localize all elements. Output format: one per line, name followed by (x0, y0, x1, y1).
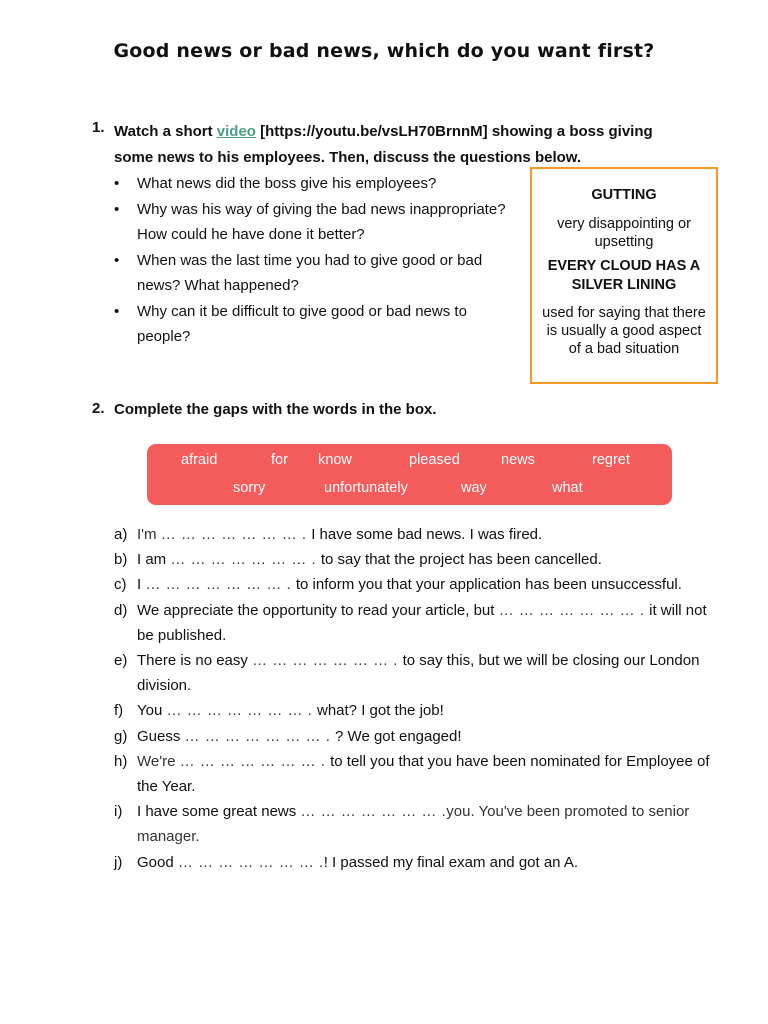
word-chip: for (271, 452, 288, 468)
item-letter: g) (114, 727, 128, 745)
gap-blank[interactable]: … … … … … … … . (145, 576, 296, 594)
word-chip: way (461, 480, 487, 496)
discussion-question: • Why can it be difficult to give good or bad news to people? (114, 299, 514, 350)
item-letter: f) (114, 702, 124, 720)
vocab-definition: used for saying that there is usually a good aspect of a bad situation (542, 305, 706, 357)
item-letter: j) (114, 853, 123, 871)
discussion-questions (114, 171, 514, 350)
gap-item (114, 547, 714, 572)
word-chip: pleased (409, 452, 460, 468)
gap-blank[interactable]: … … … … … … … . (170, 551, 321, 569)
gap-item (114, 648, 714, 698)
gap-blank[interactable]: … … … … … … … . (498, 601, 650, 619)
item-letter: h) (114, 752, 128, 770)
instruction-text: Watch a short (114, 123, 217, 140)
discussion-question: • Why was his way of giving the bad news inappropriate? How could he have done it better? (114, 197, 514, 248)
item-text: Good (137, 853, 178, 871)
vocab-term: GUTTING (591, 187, 657, 203)
word-box (147, 444, 672, 505)
video-link[interactable]: video (216, 123, 256, 140)
gap-item (114, 799, 714, 849)
item-text: ! I passed my final exam and got an A. (323, 853, 579, 871)
gap-blank[interactable]: … … … … … … … . (179, 752, 331, 770)
question-number: 2. (92, 400, 105, 417)
gap-item (114, 522, 714, 547)
gap-item (114, 749, 714, 799)
gap-blank[interactable]: … … … … … … … . (184, 727, 336, 745)
item-letter: b) (114, 551, 128, 569)
gap-item (114, 698, 714, 723)
item-text: I (137, 576, 146, 594)
gap-item (114, 572, 714, 597)
page-title: Good news or bad news, which do you want first? (113, 40, 655, 62)
item-text: you. You've been promoted to senior manager. (137, 803, 690, 846)
item-text: it will not be published. (137, 601, 707, 644)
gap-blank[interactable]: … … … … … … … . (166, 702, 317, 720)
item-text: I am (137, 551, 171, 569)
item-letter: i) (114, 803, 123, 821)
discussion-question: • What news did the boss give his employees? (114, 171, 514, 197)
question-number: 1. (92, 119, 105, 136)
item-text: to tell you that you have been nominated for Employee of the Year. (137, 752, 710, 796)
gap-item (114, 724, 714, 749)
gap-item (114, 598, 714, 648)
item-letter: d) (114, 601, 128, 619)
gap-blank[interactable]: … … … … … … … . (300, 803, 447, 821)
vocab-term: EVERY CLOUD HAS A SILVER LINING (547, 258, 701, 293)
item-text: ? We got engaged! (335, 727, 462, 745)
item-text: Guess (137, 727, 185, 745)
item-text: to say that the project has been cancelled. (320, 551, 602, 569)
word-chip: news (501, 452, 535, 468)
instruction-text: [https://youtu.be/vsLH70BrnnM] showing a boss giving some news to his employees. Then, discuss the questions below. (114, 123, 653, 166)
gap-fill-list (114, 522, 714, 875)
item-text: You (137, 702, 167, 720)
word-chip: afraid (181, 452, 218, 468)
word-chip: unfortunately (324, 480, 408, 496)
gap-item (114, 850, 714, 875)
question-2 (92, 400, 692, 420)
item-text: I have some bad news. I was fired. (311, 526, 543, 543)
vocab-definition: very disappointing or upsetting (557, 216, 691, 250)
item-text: to say this, but we will be closing our London division. (137, 652, 700, 695)
word-chip: regret (592, 452, 630, 468)
word-chip: what (552, 480, 583, 496)
gap-blank[interactable]: … … … … … … … . (252, 652, 403, 670)
discussion-question: • When was the last time you had to give good or bad news? What happened? (114, 248, 514, 299)
question-2-instruction: Complete the gaps with the words in the box. (114, 401, 437, 418)
item-letter: a) (114, 526, 128, 543)
gap-blank[interactable]: … … … … … … … . (177, 853, 324, 871)
item-text: We're (137, 752, 180, 770)
gap-blank[interactable]: … … … … … … … . (160, 526, 312, 543)
item-text: There is no easy (137, 652, 253, 670)
item-text: what? I got the job! (317, 702, 444, 720)
word-chip: know (318, 452, 352, 468)
item-letter: e) (114, 652, 128, 670)
question-1-instruction (114, 119, 692, 171)
word-chip: sorry (233, 480, 266, 496)
vocabulary-box (530, 167, 718, 384)
item-text: I'm (137, 526, 161, 543)
item-letter: c) (114, 576, 127, 594)
item-text: to inform you that your application has been unsuccessful. (295, 576, 682, 594)
item-text: I have some great news (137, 803, 301, 821)
item-text: We appreciate the opportunity to read your article, but (137, 601, 499, 619)
